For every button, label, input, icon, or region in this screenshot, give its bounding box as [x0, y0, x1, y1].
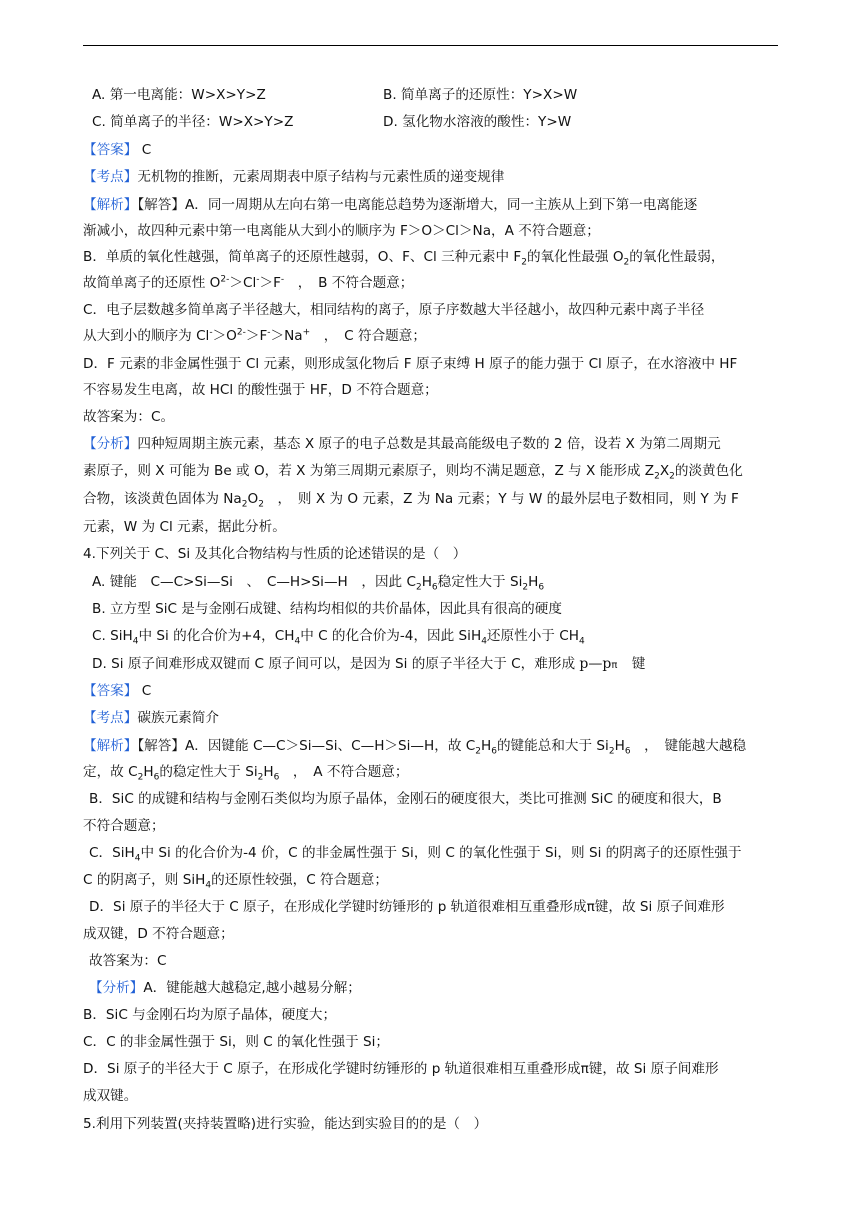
answer-value: C [141, 142, 152, 158]
text: B．单质的氧化性越强，简单离子的还原性越弱，O、F、Cl 三种元素中 F [83, 249, 522, 265]
jiexi-text: 【解答】A．同一周期从左向右第一电离能总趋势为逐渐增大，同一主族从上到下第一电离能逐 [137, 197, 698, 213]
fenxi-tag: 【分析】 [89, 980, 144, 996]
jiexi-tag: 【解析】 [83, 197, 138, 213]
q4-fenxi-d1: D．Si 原子的半径大于 C 原子，在形成化学键时纺锤形的 p 轨道很难相互重叠形成π键，故 Si 原子间难形 [83, 1061, 719, 1077]
q3-jiexi-b2: 故简单离子的还原性 $O^{2-}>Cl^->F^-$ ， B 不符合题意； [83, 274, 414, 291]
text: 素原子，则 X 可能为 Be 或 O，若 X 为第三周期元素原子，则均不满足题意，Z 与 X 能形成 Z [83, 463, 655, 479]
text: 中 Si 的化合价为-4 价，C 的非金属性强于 Si，则 C 的氧化性强于 Si，则 Si 的阴离子的还原性强于 [140, 845, 742, 861]
q4-answer [83, 682, 783, 700]
pp-bond: p—p [579, 656, 612, 672]
pi-symbol: π [611, 660, 618, 671]
text: ＞F [259, 275, 281, 291]
text: O [247, 491, 259, 507]
q3-jiexi-c2: 从大到小的顺序为 $Cl^->O^{2-}>F^->Na^+$ ， C 符合题意； [83, 327, 426, 344]
text: 键 [631, 656, 646, 672]
text: 四种短周期主族元素，基态 X 原子的电子总数是其最高能级电子数的 2 倍，设若 X 为第二周期元 [137, 436, 721, 452]
text: 的氧化性最弱， [629, 249, 725, 265]
text: C. SiH [92, 628, 133, 644]
text: ＞Na [270, 328, 303, 344]
q4-fenxi-a [89, 979, 789, 997]
q3-fenxi-1 [83, 435, 783, 453]
text: A. 键能 C—C>Si—Si 、 C—H>Si—H ，因此 C [92, 574, 416, 590]
text: 的稳定性大于 Si [159, 764, 258, 780]
q4-fenxi-b: B．SiC 与金刚石均为原子晶体，硬度大； [83, 1007, 337, 1023]
fenxi-tag: 【分析】 [83, 436, 138, 452]
text: ， B 不符合题意； [284, 275, 414, 291]
q3-answer [83, 141, 783, 159]
q3-conclusion: 故答案为：C。 [83, 409, 175, 425]
q3-fenxi-3: 合物，该淡黄色固体为 $Na_2O_2$ ， 则 X 为 O 元素，Z 为 Na 元素；Y 与 W 的最外层电子数相同，则 Y 为 F [83, 491, 739, 510]
text: 碳族元素简介 [137, 710, 219, 726]
text: 还原性小于 CH [486, 628, 579, 644]
text: H [614, 738, 625, 754]
q4-jiexi-c2: C 的阴离子，则 SiH$_4$的还原性较强，C 符合题意； [83, 872, 388, 891]
text: 的还原性较强，C 符合题意； [211, 872, 388, 888]
q4-option-a: A. 键能 C—C>Si—Si 、 C—H>Si—H ，因此 $C_2H_6$稳定性大于 $Si_2H_6$ [92, 574, 545, 593]
text: H [421, 574, 432, 590]
q3-option-c: C. 简单离子的半径：W>X>Y>Z [92, 114, 294, 130]
text: 从大到小的顺序为 Cl [83, 328, 210, 344]
text: 【解答】A．因键能 C—C＞Si—Si、C—H＞Si—H，故 C [137, 738, 476, 754]
text: D. Si 原子间难形成双键而 C 原子间可以，是因为 Si 的原子半径大于 C，难形成 [92, 656, 576, 672]
q3-jiexi-line [83, 196, 783, 214]
text: A．键能越大越稳定,越小越易分解； [143, 980, 361, 996]
q4-option-d [92, 655, 792, 675]
q4-kaodian [83, 709, 783, 727]
jiexi-tag: 【解析】 [83, 738, 138, 754]
text: ， 键能越大越稳 [630, 738, 747, 754]
q3-jiexi-b1: B．单质的氧化性越强，简单离子的还原性越弱，O、F、Cl 三种元素中 $F_2$的氧化性最强 $O_2$的氧化性最弱， [83, 249, 725, 268]
text: 中 Si 的化合价为+4，CH [138, 628, 295, 644]
text: 中 C 的化合价为-4，因此 SiH [300, 628, 482, 644]
q4-jiexi-c1: C．SiH$_4$中 Si 的化合价为-4 价，C 的非金属性强于 Si，则 C 的氧化性强于 Si，则 Si 的阴离子的还原性强于 [89, 845, 742, 864]
q4-stem: 4.下列关于 C、Si 及其化合物结构与性质的论述错误的是（ ） [83, 546, 467, 562]
text: ＞Cl [229, 275, 257, 291]
text: 的氧化性最强 O [526, 249, 624, 265]
q3-fenxi-4: 元素，W 为 Cl 元素，据此分析。 [83, 519, 286, 535]
text: 合物，该淡黄色固体为 Na [83, 491, 242, 507]
text: H [528, 574, 539, 590]
kaodian-tag: 【考点】 [83, 710, 138, 726]
text: 稳定性大于 Si [437, 574, 523, 590]
q3-option-b: B. 简单离子的还原性：Y>X>W [383, 87, 578, 103]
q3-option-d: D. 氢化物水溶液的酸性：Y>W [383, 114, 572, 130]
answer-value: C [141, 683, 152, 699]
text: ， 则 X 为 O 元素，Z 为 Na 元素；Y 与 W 的最外层电子数相同，则 Y 为 F [263, 491, 739, 507]
kaodian-tag: 【考点】 [83, 169, 138, 185]
q4-conclusion: 故答案为：C [89, 953, 167, 969]
q4-option-c: C. SiH$_4$中 Si 的化合价为+4，$CH_4$中 C 的化合价为-4，因此 SiH$_4$还原性小于 $CH_4$ [92, 628, 585, 647]
q3-option-a: A. 第一电离能：W>X>Y>Z [92, 87, 266, 103]
q3-fenxi-2: 素原子，则 X 可能为 Be 或 O，若 X 为第三周期元素原子，则均不满足题意，Z 与 X 能形成 $Z_2X_2$的淡黄色化 [83, 463, 743, 482]
text: C 的阴离子，则 SiH [83, 872, 206, 888]
text: X [659, 463, 670, 479]
kaodian-text: 无机物的推断，元素周期表中原子结构与元素性质的递变规律 [137, 169, 505, 185]
text: ＞O [212, 328, 237, 344]
q3-kaodian [83, 168, 783, 186]
text: ， A 不符合题意； [279, 764, 409, 780]
q3-jiexi-d2: 不容易发生电离，故 HCl 的酸性强于 HF，D 不符合题意； [83, 382, 438, 398]
q4-jiexi-d2: 成双键，D 不符合题意； [83, 926, 234, 942]
q4-jiexi-b2: 不符合题意； [83, 818, 165, 834]
q3-jiexi-line: 渐减小，故四种元素中第一电离能从大到小的顺序为 F＞O＞Cl＞Na，A 不符合题意； [83, 223, 600, 239]
q4-fenxi-d2: 成双键。 [83, 1088, 138, 1104]
answer-tag: 【答案】 [83, 683, 138, 699]
header-rule [83, 45, 778, 46]
q3-jiexi-c1: C．电子层数越多简单离子半径越大，相同结构的离子，原子序数越大半径越小，故四种元素中离子半径 [83, 302, 705, 318]
text: H [143, 764, 154, 780]
text: C．SiH [89, 845, 135, 861]
q4-jiexi-1: 【解析】【解答】A．因键能 C—C＞Si—Si、C—H＞Si—H，故 $C_2H_6$的键能总和大于 $Si_2H_6$ ， 键能越大越稳 [83, 738, 747, 757]
text: H [480, 738, 492, 754]
text: 定，故 C [83, 764, 138, 780]
text: 的键能总和大于 Si [496, 738, 609, 754]
q3-jiexi-d1: D．F 元素的非金属性强于 Cl 元素，则形成氢化物后 F 原子束缚 H 原子的能力强于 Cl 原子，在水溶液中 HF [83, 356, 738, 372]
q4-option-b: B. 立方型 SiC 是与金刚石成键、结构均相似的共价晶体，因此具有很高的硬度 [92, 601, 562, 617]
text: 故简单离子的还原性 O [83, 275, 221, 291]
text: ， C 符合题意； [310, 328, 426, 344]
text: 的淡黄色化 [674, 463, 743, 479]
text: ＞F [245, 328, 268, 344]
q4-jiexi-d1: D．Si 原子的半径大于 C 原子，在形成化学键时纺锤形的 p 轨道很难相互重叠形成π键，故 Si 原子间难形 [89, 899, 725, 915]
answer-tag: 【答案】 [83, 142, 138, 158]
q4-jiexi-2: 定，故 $C_2H_6$的稳定性大于 $Si_2H_6$ ， A 不符合题意； [83, 764, 409, 783]
text: H [263, 764, 274, 780]
q5-stem: 5.利用下列装置(夹持装置略)进行实验，能达到实验目的的是（ ） [83, 1116, 488, 1132]
q4-fenxi-c: C．C 的非金属性强于 Si，则 C 的氧化性强于 Si； [83, 1034, 389, 1050]
q4-jiexi-b1: B．SiC 的成键和结构与金刚石类似均为原子晶体，金刚石的硬度很大，类比可推测 SiC 的硬度和很大，B [89, 791, 722, 807]
